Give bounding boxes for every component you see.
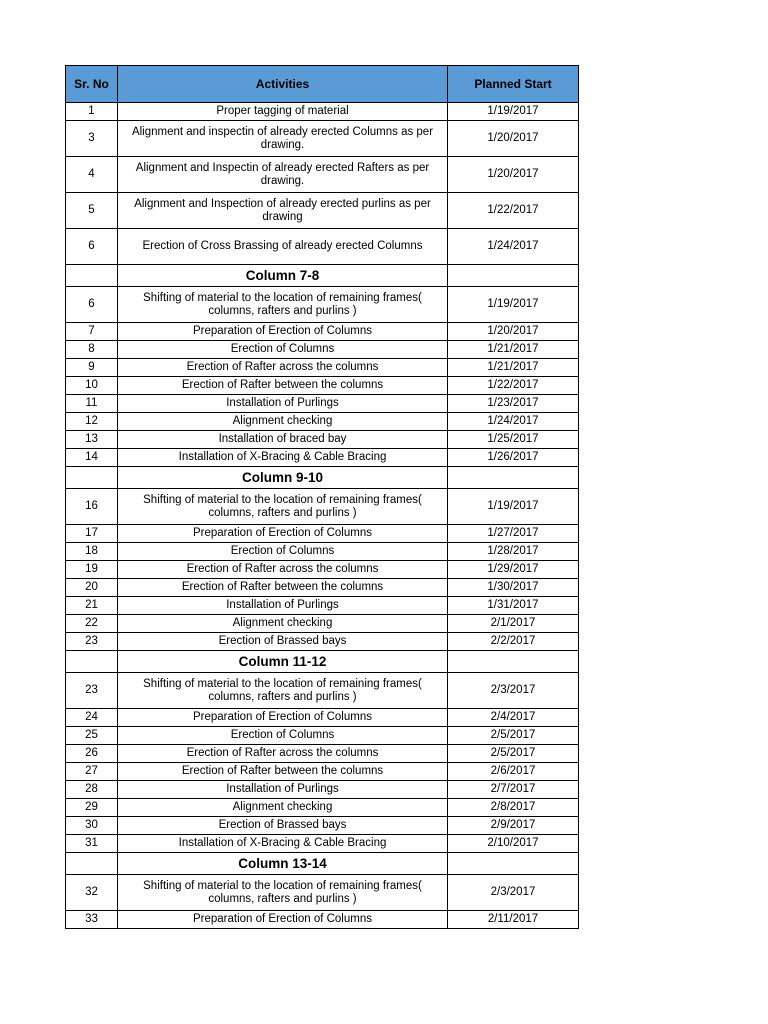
activity-cell: Installation of braced bay xyxy=(118,431,448,449)
section-title: Column 11-12 xyxy=(118,651,448,673)
table-row xyxy=(66,561,579,579)
activity-cell: Preparation of Erection of Columns xyxy=(118,525,448,543)
section-title: Column 9-10 xyxy=(118,467,448,489)
table-row xyxy=(66,103,579,121)
section-row xyxy=(66,467,579,489)
activity-cell: Erection of Rafter between the columns xyxy=(118,579,448,597)
activity-cell: Installation of Purlings xyxy=(118,395,448,413)
header-planned-start: Planned Start xyxy=(448,66,579,103)
activity-cell: Erection of Columns xyxy=(118,727,448,745)
table-row xyxy=(66,431,579,449)
planned-start-cell: 1/22/2017 xyxy=(448,377,579,395)
sr-no-cell: 18 xyxy=(66,543,118,561)
table-row xyxy=(66,193,579,229)
activity-cell: Preparation of Erection of Columns xyxy=(118,709,448,727)
section-start-cell xyxy=(448,853,579,875)
sr-no-cell: 3 xyxy=(66,121,118,157)
sr-no-cell: 7 xyxy=(66,323,118,341)
activity-cell: Erection of Columns xyxy=(118,543,448,561)
planned-start-cell: 1/31/2017 xyxy=(448,597,579,615)
section-sr-cell xyxy=(66,651,118,673)
table-row xyxy=(66,817,579,835)
planned-start-cell: 1/22/2017 xyxy=(448,193,579,229)
table-row xyxy=(66,781,579,799)
section-row xyxy=(66,265,579,287)
planned-start-cell: 1/25/2017 xyxy=(448,431,579,449)
table-row xyxy=(66,745,579,763)
sr-no-cell: 12 xyxy=(66,413,118,431)
sr-no-cell: 6 xyxy=(66,287,118,323)
planned-start-cell: 1/30/2017 xyxy=(448,579,579,597)
planned-start-cell: 2/6/2017 xyxy=(448,763,579,781)
table-row xyxy=(66,157,579,193)
table-row xyxy=(66,449,579,467)
activity-cell: Alignment and Inspection of already erected purlins as per drawing xyxy=(118,193,448,229)
table-row xyxy=(66,911,579,929)
planned-start-cell: 1/28/2017 xyxy=(448,543,579,561)
table-row xyxy=(66,395,579,413)
activity-cell: Erection of Rafter between the columns xyxy=(118,763,448,781)
sr-no-cell: 31 xyxy=(66,835,118,853)
planned-start-cell: 2/4/2017 xyxy=(448,709,579,727)
activity-cell: Installation of Purlings xyxy=(118,597,448,615)
table-row xyxy=(66,673,579,709)
planned-start-cell: 2/5/2017 xyxy=(448,727,579,745)
planned-start-cell: 2/11/2017 xyxy=(448,911,579,929)
planned-start-cell: 1/26/2017 xyxy=(448,449,579,467)
table-row xyxy=(66,359,579,377)
sr-no-cell: 5 xyxy=(66,193,118,229)
table-row xyxy=(66,633,579,651)
activity-cell: Installation of X-Bracing & Cable Bracing xyxy=(118,449,448,467)
sr-no-cell: 4 xyxy=(66,157,118,193)
sr-no-cell: 13 xyxy=(66,431,118,449)
activity-cell: Shifting of material to the location of remaining frames( columns, rafters and purlins ) xyxy=(118,287,448,323)
section-row xyxy=(66,853,579,875)
planned-start-cell: 1/19/2017 xyxy=(448,489,579,525)
section-sr-cell xyxy=(66,265,118,287)
header-activities: Activities xyxy=(118,66,448,103)
table-row xyxy=(66,121,579,157)
table-body xyxy=(66,103,579,929)
table-row xyxy=(66,377,579,395)
activity-cell: Erection of Rafter across the columns xyxy=(118,561,448,579)
section-start-cell xyxy=(448,265,579,287)
activity-cell: Erection of Rafter between the columns xyxy=(118,377,448,395)
sr-no-cell: 8 xyxy=(66,341,118,359)
table-row xyxy=(66,525,579,543)
table-row xyxy=(66,799,579,817)
activity-cell: Installation of X-Bracing & Cable Bracing xyxy=(118,835,448,853)
table-row xyxy=(66,489,579,525)
planned-start-cell: 1/19/2017 xyxy=(448,103,579,121)
activity-cell: Proper tagging of material xyxy=(118,103,448,121)
sr-no-cell: 23 xyxy=(66,633,118,651)
sr-no-cell: 27 xyxy=(66,763,118,781)
sr-no-cell: 14 xyxy=(66,449,118,467)
planned-start-cell: 1/27/2017 xyxy=(448,525,579,543)
activity-cell: Erection of Rafter across the columns xyxy=(118,359,448,377)
table-row xyxy=(66,341,579,359)
sr-no-cell: 28 xyxy=(66,781,118,799)
planned-start-cell: 1/24/2017 xyxy=(448,229,579,265)
sr-no-cell: 26 xyxy=(66,745,118,763)
table-row xyxy=(66,543,579,561)
sr-no-cell: 32 xyxy=(66,875,118,911)
activity-cell: Erection of Rafter across the columns xyxy=(118,745,448,763)
table-row xyxy=(66,875,579,911)
sr-no-cell: 20 xyxy=(66,579,118,597)
planned-start-cell: 2/3/2017 xyxy=(448,673,579,709)
planned-start-cell: 1/20/2017 xyxy=(448,121,579,157)
sr-no-cell: 33 xyxy=(66,911,118,929)
sr-no-cell: 23 xyxy=(66,673,118,709)
planned-start-cell: 2/3/2017 xyxy=(448,875,579,911)
section-title: Column 7-8 xyxy=(118,265,448,287)
planned-start-cell: 1/20/2017 xyxy=(448,323,579,341)
planned-start-cell: 2/7/2017 xyxy=(448,781,579,799)
activity-cell: Shifting of material to the location of remaining frames( columns, rafters and purlins ) xyxy=(118,489,448,525)
sr-no-cell: 24 xyxy=(66,709,118,727)
activity-cell: Preparation of Erection of Columns xyxy=(118,911,448,929)
table-row xyxy=(66,287,579,323)
section-start-cell xyxy=(448,651,579,673)
activity-cell: Erection of Cross Brassing of already erected Columns xyxy=(118,229,448,265)
planned-start-cell: 2/5/2017 xyxy=(448,745,579,763)
table-row xyxy=(66,229,579,265)
sr-no-cell: 22 xyxy=(66,615,118,633)
activity-cell: Preparation of Erection of Columns xyxy=(118,323,448,341)
sr-no-cell: 1 xyxy=(66,103,118,121)
header-sr-no: Sr. No xyxy=(66,66,118,103)
table-row xyxy=(66,323,579,341)
activity-cell: Alignment checking xyxy=(118,413,448,431)
planned-start-cell: 2/8/2017 xyxy=(448,799,579,817)
activity-cell: Shifting of material to the location of remaining frames( columns, rafters and purlins ) xyxy=(118,673,448,709)
activity-cell: Installation of Purlings xyxy=(118,781,448,799)
planned-start-cell: 1/21/2017 xyxy=(448,359,579,377)
activity-cell: Erection of Brassed bays xyxy=(118,633,448,651)
activity-cell: Shifting of material to the location of remaining frames( columns, rafters and purlins ) xyxy=(118,875,448,911)
header-row xyxy=(66,66,579,103)
sr-no-cell: 25 xyxy=(66,727,118,745)
activity-cell: Alignment checking xyxy=(118,799,448,817)
sr-no-cell: 19 xyxy=(66,561,118,579)
planned-start-cell: 1/19/2017 xyxy=(448,287,579,323)
sr-no-cell: 11 xyxy=(66,395,118,413)
sr-no-cell: 6 xyxy=(66,229,118,265)
sr-no-cell: 10 xyxy=(66,377,118,395)
section-row xyxy=(66,651,579,673)
schedule-table xyxy=(65,65,579,929)
section-sr-cell xyxy=(66,853,118,875)
table-row xyxy=(66,615,579,633)
planned-start-cell: 1/20/2017 xyxy=(448,157,579,193)
sr-no-cell: 29 xyxy=(66,799,118,817)
sr-no-cell: 30 xyxy=(66,817,118,835)
planned-start-cell: 1/24/2017 xyxy=(448,413,579,431)
planned-start-cell: 2/10/2017 xyxy=(448,835,579,853)
sr-no-cell: 9 xyxy=(66,359,118,377)
table-row xyxy=(66,709,579,727)
activity-cell: Alignment and Inspectin of already erected Rafters as per drawing. xyxy=(118,157,448,193)
table-row xyxy=(66,763,579,781)
planned-start-cell: 2/1/2017 xyxy=(448,615,579,633)
activity-cell: Erection of Brassed bays xyxy=(118,817,448,835)
planned-start-cell: 1/29/2017 xyxy=(448,561,579,579)
table-row xyxy=(66,727,579,745)
section-start-cell xyxy=(448,467,579,489)
sr-no-cell: 17 xyxy=(66,525,118,543)
table-row xyxy=(66,835,579,853)
activity-cell: Alignment checking xyxy=(118,615,448,633)
planned-start-cell: 2/9/2017 xyxy=(448,817,579,835)
sr-no-cell: 16 xyxy=(66,489,118,525)
section-title: Column 13-14 xyxy=(118,853,448,875)
planned-start-cell: 1/23/2017 xyxy=(448,395,579,413)
table-row xyxy=(66,597,579,615)
planned-start-cell: 1/21/2017 xyxy=(448,341,579,359)
planned-start-cell: 2/2/2017 xyxy=(448,633,579,651)
sr-no-cell: 21 xyxy=(66,597,118,615)
table-row xyxy=(66,579,579,597)
activity-cell: Alignment and inspectin of already erected Columns as per drawing. xyxy=(118,121,448,157)
section-sr-cell xyxy=(66,467,118,489)
activity-cell: Erection of Columns xyxy=(118,341,448,359)
table-row xyxy=(66,413,579,431)
